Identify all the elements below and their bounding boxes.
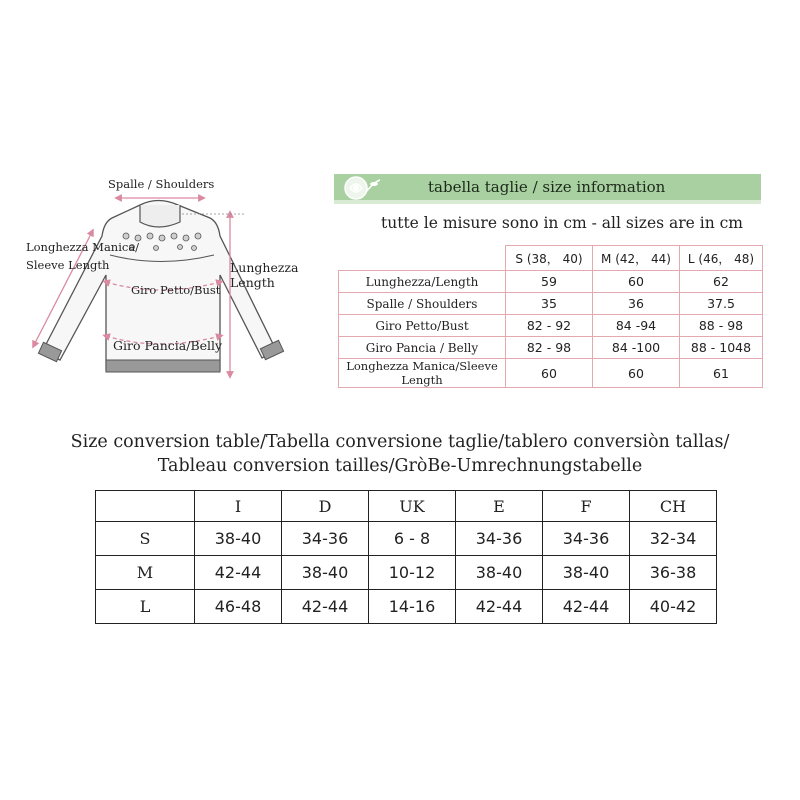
label-shoulders: Spalle / Shoulders	[108, 177, 215, 191]
cell-value: 88 - 98	[680, 315, 763, 337]
table-row	[96, 556, 717, 590]
label-bust: Giro Petto/Bust	[131, 283, 221, 297]
cell-value: 37.5	[680, 293, 763, 315]
cell-value: 38-40	[456, 556, 543, 590]
rose-icon	[340, 172, 384, 204]
cell-value: 32-34	[630, 522, 717, 556]
conversion-title-line2: Tableau conversion tailles/GròBe-Umrechnungstabelle	[157, 456, 643, 476]
table-row	[96, 590, 717, 624]
cell-value: 62	[680, 271, 763, 293]
header-size-m: M (42， 44)	[593, 246, 680, 271]
table-row	[96, 522, 717, 556]
cell-value: 82 - 92	[506, 315, 593, 337]
header-cell: D	[282, 491, 369, 522]
size-info-title: tabella taglie / size information	[428, 178, 666, 196]
cell-value: 36-38	[630, 556, 717, 590]
cell-value: 42-44	[282, 590, 369, 624]
cell-value: 34-36	[282, 522, 369, 556]
cell-value: 84 -100	[593, 337, 680, 359]
cell-value: 42-44	[195, 556, 282, 590]
cell-value: 60	[506, 359, 593, 388]
hem-band	[106, 360, 220, 372]
row-label: Lunghezza/Length	[339, 271, 506, 293]
cell-value: 14-16	[369, 590, 456, 624]
cell-value: 35	[506, 293, 593, 315]
label-length-en: Length	[230, 275, 275, 290]
conversion-table	[95, 490, 717, 624]
header-cell	[96, 491, 195, 522]
cell-value: 6 - 8	[369, 522, 456, 556]
header-cell: E	[456, 491, 543, 522]
size-cell: S	[96, 522, 195, 556]
conversion-title-line1: Size conversion table/Tabella conversione taglie/tablero conversiòn tallas/	[70, 432, 730, 452]
header-cell: I	[195, 491, 282, 522]
cell-value: 40-42	[630, 590, 717, 624]
cell-value: 38-40	[282, 556, 369, 590]
table-row	[339, 359, 763, 388]
size-cell: L	[96, 590, 195, 624]
cell-value: 60	[593, 271, 680, 293]
header-cell: UK	[369, 491, 456, 522]
row-label: Giro Petto/Bust	[339, 315, 506, 337]
table-row	[339, 315, 763, 337]
cell-value: 88 - 1048	[680, 337, 763, 359]
cell-value: 46-48	[195, 590, 282, 624]
table-row	[339, 293, 763, 315]
title-band-underline	[334, 200, 761, 204]
label-length-it: Lunghezza	[230, 260, 299, 275]
cell-value: 36	[593, 293, 680, 315]
header-blank	[339, 246, 506, 271]
label-belly: Giro Pancia/Belly	[113, 338, 223, 353]
header-cell: CH	[630, 491, 717, 522]
table-row	[339, 271, 763, 293]
cell-value: 38-40	[543, 556, 630, 590]
label-sleeve-en: Sleeve Length	[26, 258, 110, 272]
cell-value: 60	[593, 359, 680, 388]
table-row	[339, 337, 763, 359]
row-label: Spalle / Shoulders	[339, 293, 506, 315]
conversion-header	[96, 491, 717, 522]
label-sleeve-it: Longhezza Manica/	[26, 240, 140, 254]
size-table-header	[339, 246, 763, 271]
cell-value: 38-40	[195, 522, 282, 556]
header-cell: F	[543, 491, 630, 522]
cell-value: 61	[680, 359, 763, 388]
header-size-l: L (46， 48)	[680, 246, 763, 271]
row-label: Longhezza Manica/Sleeve Length	[339, 359, 506, 388]
cell-value: 42-44	[543, 590, 630, 624]
size-cell: M	[96, 556, 195, 590]
size-table	[338, 245, 763, 388]
cell-value: 34-36	[543, 522, 630, 556]
cell-value: 34-36	[456, 522, 543, 556]
cell-value: 42-44	[456, 590, 543, 624]
size-info-subtitle: tutte le misure sono in cm - all sizes are in cm	[381, 214, 744, 232]
cell-value: 84 -94	[593, 315, 680, 337]
row-label: Giro Pancia / Belly	[339, 337, 506, 359]
header-size-s: S (38， 40)	[506, 246, 593, 271]
cell-value: 59	[506, 271, 593, 293]
sweater-collar	[140, 205, 180, 227]
cell-value: 10-12	[369, 556, 456, 590]
cell-value: 82 - 98	[506, 337, 593, 359]
